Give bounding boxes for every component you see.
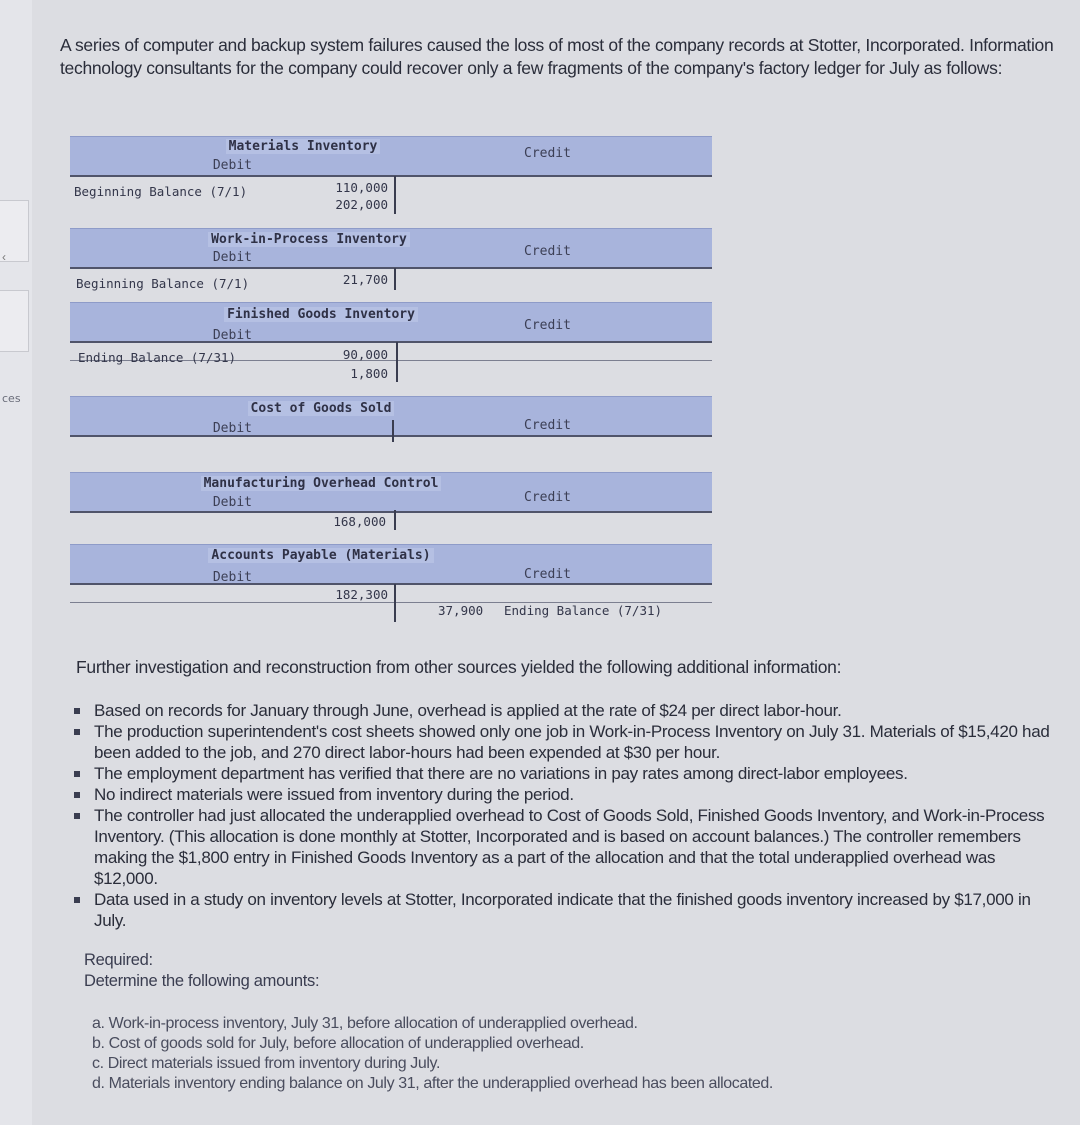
info-bullet-list bbox=[72, 700, 1052, 931]
t-account-header-finished-goods bbox=[70, 302, 712, 343]
list-item: The employment department has verified that there are no variations in pay rates among direct-labor employees. bbox=[72, 763, 1052, 784]
debit-label: Debit bbox=[212, 158, 252, 173]
bullet-icon bbox=[74, 792, 80, 798]
debit-label: Debit bbox=[212, 328, 252, 343]
credit-amount: 37,900 bbox=[438, 603, 484, 618]
t-account-divider bbox=[396, 342, 398, 382]
t-account-divider bbox=[394, 510, 396, 530]
t-account-divider bbox=[394, 268, 396, 290]
credit-label: Credit bbox=[524, 244, 571, 259]
bullet-icon bbox=[74, 729, 80, 735]
t-account-header-cogs bbox=[70, 396, 712, 437]
debit-label: Debit bbox=[212, 570, 252, 585]
debit-label: Debit bbox=[212, 495, 252, 510]
credit-label: Credit bbox=[524, 318, 571, 333]
debit-amount: 202,000 bbox=[335, 197, 388, 212]
t-account-header-materials bbox=[70, 136, 712, 177]
t-account-header-accounts-payable bbox=[70, 544, 712, 585]
list-item: b. Cost of goods sold for July, before allocation of underapplied overhead. bbox=[92, 1035, 584, 1052]
required-parts-list bbox=[92, 1014, 773, 1094]
account-name: Accounts Payable (Materials) bbox=[208, 548, 433, 563]
account-name: Work-in-Process Inventory bbox=[208, 232, 410, 247]
required-section bbox=[84, 950, 319, 992]
row-label: Beginning Balance (7/1) bbox=[76, 276, 250, 291]
list-item: d. Materials inventory ending balance on July 31, after the underapplied overhead has been allocated. bbox=[92, 1075, 773, 1092]
account-name: Manufacturing Overhead Control bbox=[201, 476, 442, 491]
debit-amount: 21,700 bbox=[342, 272, 388, 287]
list-item: Data used in a study on inventory levels at Stotter, Incorporated indicate that the finished goods inventory increased by $17,000 in July. bbox=[72, 889, 1052, 931]
list-item: a. Work-in-process inventory, July 31, before allocation of underapplied overhead. bbox=[92, 1015, 638, 1032]
row-label: Beginning Balance (7/1) bbox=[74, 184, 248, 199]
list-item: No indirect materials were issued from inventory during the period. bbox=[72, 784, 1052, 805]
required-instruction: Determine the following amounts: bbox=[84, 972, 320, 990]
sidebar-label: ces bbox=[2, 392, 21, 405]
credit-label: Credit bbox=[524, 567, 571, 582]
debit-amount: 90,000 bbox=[342, 347, 388, 362]
account-name: Finished Goods Inventory bbox=[224, 307, 418, 322]
debit-label: Debit bbox=[212, 250, 252, 265]
credit-label: Credit bbox=[524, 490, 571, 505]
t-account-divider bbox=[392, 420, 394, 442]
row-label: Ending Balance (7/31) bbox=[78, 350, 237, 365]
credit-row-label: Ending Balance (7/31) bbox=[504, 603, 663, 618]
chevron-left-icon[interactable]: ‹ bbox=[2, 250, 6, 264]
required-title: Required: bbox=[84, 951, 153, 969]
bullet-icon bbox=[74, 813, 80, 819]
debit-label: Debit bbox=[212, 421, 252, 436]
t-account-divider bbox=[394, 584, 396, 622]
list-item: Based on records for January through June, overhead is applied at the rate of $24 per direct labor-hour. bbox=[72, 700, 1052, 721]
debit-amount: 1,800 bbox=[350, 366, 388, 381]
t-account-divider bbox=[394, 176, 396, 214]
bullet-icon bbox=[74, 771, 80, 777]
debit-amount: 110,000 bbox=[335, 180, 388, 195]
intro-paragraph: A series of computer and backup system failures caused the loss of most of the company records at Stotter, Incorporated. Information technology consultants for the company could recover only a few fragments of the company's factory ledger for July as follows: bbox=[60, 35, 1054, 78]
bullet-icon bbox=[74, 897, 80, 903]
t-account-header-overhead bbox=[70, 472, 712, 513]
list-item: c. Direct materials issued from inventory during July. bbox=[92, 1055, 441, 1072]
credit-label: Credit bbox=[524, 146, 571, 161]
further-info-heading: Further investigation and reconstruction from other sources yielded the following additional information: bbox=[76, 657, 842, 677]
credit-label: Credit bbox=[524, 418, 571, 433]
bullet-icon bbox=[74, 708, 80, 714]
list-item: The controller had just allocated the underapplied overhead to Cost of Goods Sold, Finished Goods Inventory, and Work-in-Process Inventory. (This allocation is done monthly at Stotter, Incorporated and is based on account balances.) The controller remembers making the $1,800 entry in Finished Goods Inventory as a part of the allocation and that the total underapplied overhead was $12,000. bbox=[72, 805, 1052, 889]
debit-amount: 182,300 bbox=[335, 587, 388, 602]
account-name: Materials Inventory bbox=[226, 139, 381, 154]
debit-amount: 168,000 bbox=[333, 514, 386, 529]
t-account-header-wip bbox=[70, 228, 712, 269]
account-name: Cost of Goods Sold bbox=[248, 401, 395, 416]
list-item: The production superintendent's cost sheets showed only one job in Work-in-Process Inventory on July 31. Materials of $15,420 had been added to the job, and 270 direct labor-hours had been expended at $30 per hour. bbox=[72, 721, 1052, 763]
